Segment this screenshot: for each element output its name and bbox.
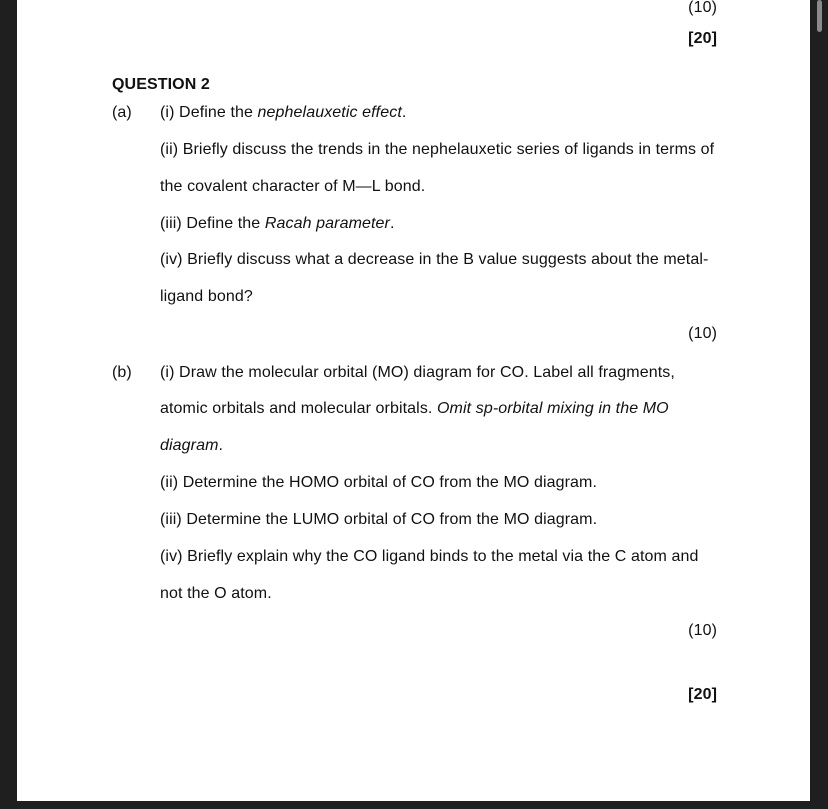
previous-total: [20] — [688, 30, 717, 47]
part-b-label: (b) — [112, 364, 132, 381]
question-total: [20] — [688, 686, 717, 703]
part-b-i-line2-em: Omit sp-orbital mixing in the MO — [437, 400, 669, 417]
part-a-iii-text: (iii) Define the — [160, 215, 265, 232]
part-a-iii — [160, 214, 395, 234]
previous-marks: (10) — [688, 0, 717, 16]
part-b-ii: (ii) Determine the HOMO orbital of CO from the MO diagram. — [160, 474, 598, 491]
part-b-i-line1: (i) Draw the molecular orbital (MO) diagram for CO. Label all fragments, — [160, 364, 675, 381]
part-b-i-line3-end: . — [218, 437, 224, 454]
part-a-i-text: (i) Define the — [160, 104, 258, 121]
part-b-i-line3 — [160, 436, 223, 456]
part-a-iii-term: Racah parameter — [264, 215, 390, 232]
part-a-iii-end: . — [389, 215, 395, 232]
part-a-label: (a) — [112, 104, 132, 121]
part-a-ii-line2: the covalent character of M—L bond. — [160, 178, 426, 195]
part-b-i-line3-em: diagram — [160, 437, 219, 454]
part-b-i-line2 — [160, 399, 669, 419]
part-b-iv-line1: (iv) Briefly explain why the CO ligand binds to the metal via the C atom and — [160, 548, 699, 565]
scrollbar-track[interactable] — [812, 0, 828, 809]
part-a-ii-line1: (ii) Briefly discuss the trends in the nephelauxetic series of ligands in terms of — [160, 141, 715, 158]
part-a-iv-line2: ligand bond? — [160, 288, 253, 305]
question-title: QUESTION 2 — [112, 76, 210, 93]
part-b-iii: (iii) Determine the LUMO orbital of CO from the MO diagram. — [160, 511, 598, 528]
part-b-i-line2-text: atomic orbitals and molecular orbitals. — [160, 400, 438, 417]
document-page — [17, 0, 810, 801]
part-a-i — [160, 103, 406, 123]
part-b-marks: (10) — [688, 622, 717, 639]
part-a-iv-line1: (iv) Briefly discuss what a decrease in the B value suggests about the metal- — [160, 251, 709, 268]
part-b-iv-line2: not the O atom. — [160, 585, 272, 602]
part-a-i-end: . — [401, 104, 407, 121]
part-a-marks: (10) — [688, 325, 717, 342]
scrollbar-thumb[interactable] — [817, 0, 822, 32]
part-a-i-term: nephelauxetic effect — [257, 104, 402, 121]
